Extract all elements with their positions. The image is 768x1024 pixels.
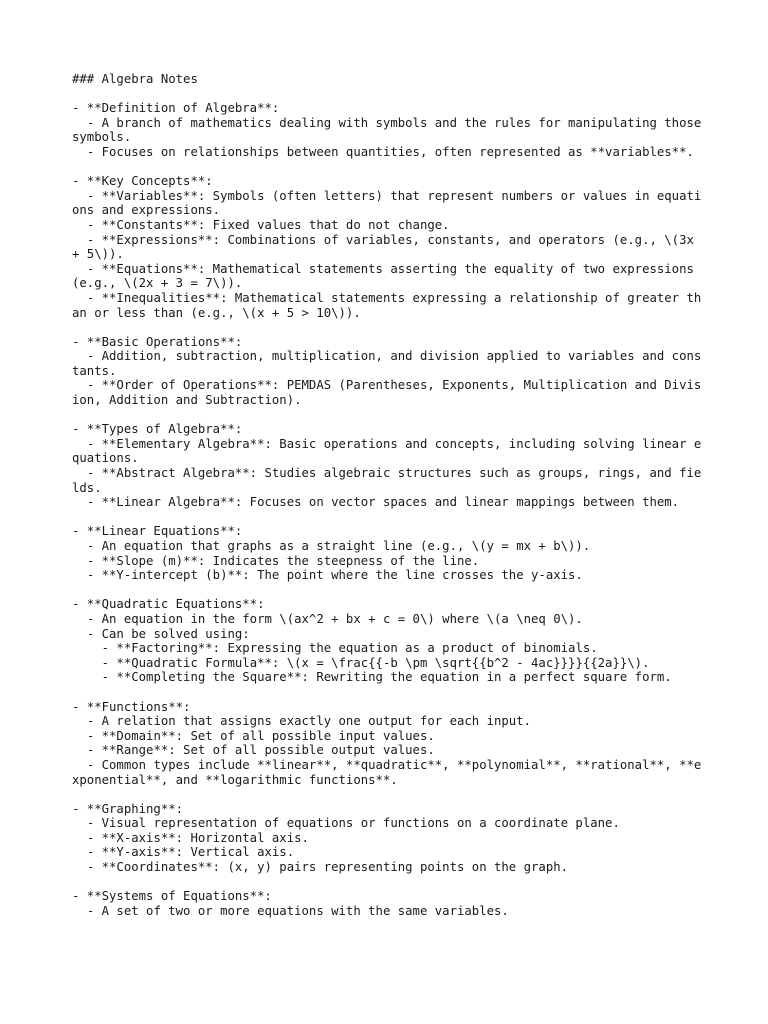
- text-line: - **Linear Algebra**: Focuses on vector spaces and linear mappings between them.: [72, 495, 680, 510]
- text-line: - **Functions**:: [72, 699, 191, 714]
- text-line: - A relation that assigns exactly one output for each input.: [72, 714, 532, 729]
- text-line: - **X-axis**: Horizontal axis.: [72, 830, 309, 845]
- text-line: - **Key Concepts**:: [72, 174, 213, 189]
- text-line: ### Algebra Notes: [72, 72, 198, 86]
- blank-line: [72, 787, 702, 802]
- blank-line: [72, 87, 702, 102]
- blank-line: [72, 510, 702, 525]
- text-line: - Focuses on relationships between quantities, often represented as **variables**.: [72, 144, 694, 159]
- text-line: - **Domain**: Set of all possible input values.: [72, 728, 435, 743]
- text-line: - **Y-intercept (b)**: The point where the line crosses the y-axis.: [72, 568, 583, 583]
- blank-line: [72, 408, 702, 423]
- text-line: - **Coordinates**: (x, y) pairs representing points on the graph.: [72, 860, 569, 875]
- blank-line: [72, 685, 702, 700]
- text-line: - **Y-axis**: Vertical axis.: [72, 845, 295, 860]
- text-line: - Common types include **linear**, **quadratic**, **polynomial**, **rational**, **exponential**, and **logarithmic functions**.: [72, 757, 702, 787]
- document-text: [72, 72, 709, 918]
- blank-line: [72, 875, 702, 890]
- text-line: - **Graphing**:: [72, 801, 184, 816]
- text-line: - **Order of Operations**: PEMDAS (Parentheses, Exponents, Multiplication and Division, Addition and Subtraction).: [72, 378, 702, 408]
- text-line: - **Systems of Equations**:: [72, 889, 272, 904]
- text-line: - **Basic Operations**:: [72, 334, 243, 349]
- text-line: - A branch of mathematics dealing with symbols and the rules for manipulating those symbols.: [72, 115, 709, 145]
- text-line: - **Constants**: Fixed values that do not change.: [72, 217, 450, 232]
- text-line: - **Expressions**: Combinations of variables, constants, and operators (e.g., \(3x + 5\)).: [72, 232, 702, 262]
- text-line: - A set of two or more equations with the same variables.: [72, 903, 509, 918]
- text-line: - **Types of Algebra**:: [72, 422, 243, 437]
- text-line: - **Inequalities**: Mathematical statements expressing a relationship of greater than or less than (e.g., \(x + 5 > 10\)).: [72, 290, 702, 320]
- text-line: - **Elementary Algebra**: Basic operations and concepts, including solving linear equations.: [72, 436, 702, 466]
- text-line: - **Definition of Algebra**:: [72, 101, 280, 116]
- text-line: - **Factoring**: Expressing the equation as a product of binomials.: [72, 641, 598, 656]
- blank-line: [72, 160, 702, 175]
- text-line: - An equation that graphs as a straight line (e.g., \(y = mx + b\)).: [72, 539, 591, 553]
- text-line: - **Quadratic Formula**: \(x = \frac{{-b \pm \sqrt{{b^2 - 4ac}}}}{{2a}}\).: [72, 655, 650, 670]
- text-line: - Can be solved using:: [72, 626, 250, 641]
- blank-line: [72, 320, 702, 335]
- text-line: - **Slope (m)**: Indicates the steepness of the line.: [72, 553, 480, 568]
- blank-line: [72, 583, 702, 598]
- text-line: - Visual representation of equations or functions on a coordinate plane.: [72, 816, 620, 831]
- text-line: - **Abstract Algebra**: Studies algebraic structures such as groups, rings, and fields.: [72, 466, 702, 495]
- text-line: - **Completing the Square**: Rewriting the equation in a perfect square form.: [72, 670, 672, 685]
- text-line: - **Linear Equations**:: [72, 524, 243, 539]
- text-line: - Addition, subtraction, multiplication, and division applied to variables and constants.: [72, 349, 702, 378]
- text-line: - **Variables**: Symbols (often letters) that represent numbers or values in equations and expressions.: [72, 188, 702, 218]
- text-line: - **Equations**: Mathematical statements asserting the equality of two expressions (e.g., \(2x + 3 = 7\)).: [72, 261, 702, 291]
- text-line: - **Quadratic Equations**:: [72, 597, 265, 612]
- text-line: - **Range**: Set of all possible output values.: [72, 743, 435, 758]
- text-line: - An equation in the form \(ax^2 + bx + c = 0\) where \(a \neq 0\).: [72, 611, 583, 626]
